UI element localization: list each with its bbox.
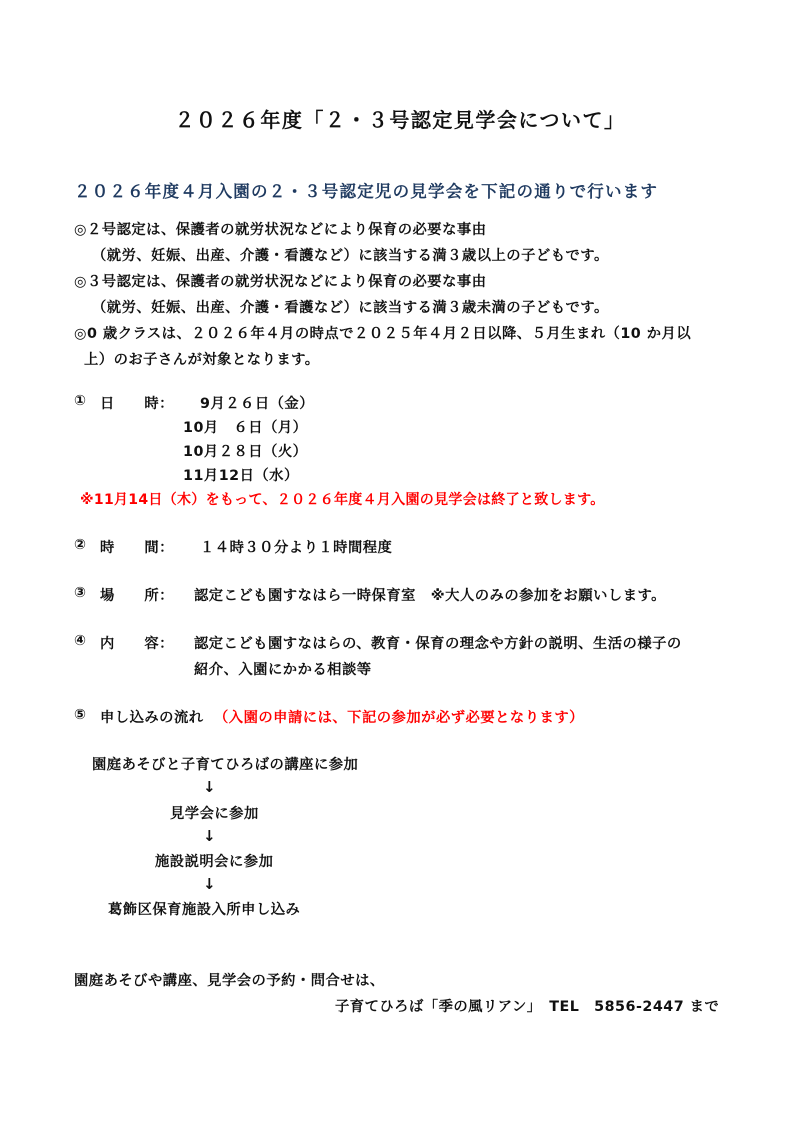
time-label: 時 間： <box>100 540 174 556</box>
section-number: ② <box>74 537 87 553</box>
section-number: ⑤ <box>74 707 87 723</box>
down-arrow-icon: ↓ <box>203 875 216 893</box>
schedule-label: 日 時： <box>100 396 174 412</box>
contact-line: 子育てひろば「季の風リアン」 TEL 5856-2447 まで <box>335 999 720 1015</box>
apply-label: 申し込みの流れ <box>100 710 204 726</box>
flow-step: 園庭あそびと子育てひろばの講座に参加 <box>92 757 359 773</box>
page-subtitle: ２０２６年度４月入園の２・３号認定児の見学会を下記の通りで行います <box>74 182 659 201</box>
section-number: ③ <box>74 585 87 601</box>
intro-line: ◎３号認定は、保護者の就労状況などにより保育の必要な事由 <box>74 274 487 290</box>
content-label: 内 容： <box>100 636 174 652</box>
flow-step: 見学会に参加 <box>170 806 259 822</box>
time-value: １４時３０分より１時間程度 <box>200 540 393 556</box>
intro-line: ◎２号認定は、保護者の就労状況などにより保育の必要な事由 <box>74 222 487 238</box>
flow-step: 葛飾区保育施設入所申し込み <box>108 902 301 918</box>
schedule-date: 9月２６日（金） <box>200 396 315 412</box>
schedule-date: 10月２８日（火） <box>183 444 308 460</box>
section-number: ① <box>74 393 87 409</box>
intro-line: （就労、妊娠、出産、介護・看護など）に該当する満３歳未満の子どもです。 <box>92 300 609 316</box>
apply-note: （入園の申請には、下記の参加が必ず必要となります） <box>214 710 584 726</box>
intro-line: 上）のお子さんが対象となります。 <box>84 352 320 368</box>
content-line: 認定こども園すなはらの、教育・保育の理念や方針の説明、生活の様子の <box>194 636 682 652</box>
schedule-date: 11月12日（水） <box>183 468 299 484</box>
place-label: 場 所： <box>100 588 174 604</box>
page-title: ２０２６年度「２・３号認定見学会について」 <box>174 108 626 132</box>
down-arrow-icon: ↓ <box>203 778 216 796</box>
content-line: 紹介、入園にかかる相談等 <box>194 662 372 678</box>
schedule-end-note: ※11月14日（木）をもって、２０２６年度４月入園の見学会は終了と致します。 <box>80 492 605 508</box>
place-value: 認定こども園すなはら一時保育室 ※大人のみの参加をお願いします。 <box>194 588 666 604</box>
section-number: ④ <box>74 633 87 649</box>
schedule-date: 10月 ６日（月） <box>183 420 308 436</box>
down-arrow-icon: ↓ <box>203 827 216 845</box>
intro-line: ◎0 歳クラスは、２０２６年４月の時点で２０２５年４月２日以降、５月生まれ（10 か月以 <box>74 326 692 342</box>
contact-line: 園庭あそびや講座、見学会の予約・問合せは、 <box>74 973 385 989</box>
intro-line: （就労、妊娠、出産、介護・看護など）に該当する満３歳以上の子どもです。 <box>92 248 609 264</box>
flow-step: 施設説明会に参加 <box>155 854 274 870</box>
